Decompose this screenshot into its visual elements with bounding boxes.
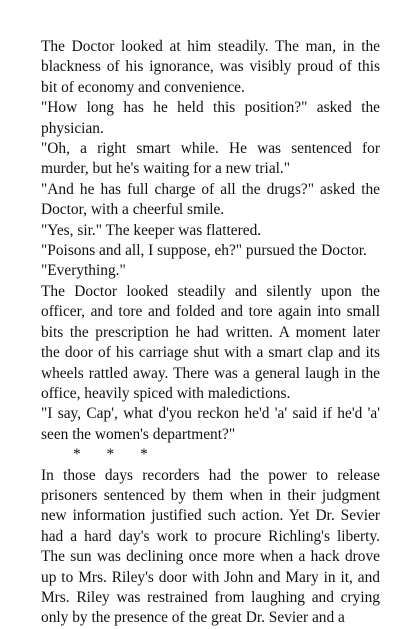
paragraph-full-charge: "And he has full charge of all the drugs?" asked the Doctor, with a cheerful smile.	[41, 180, 380, 219]
paragraph-poisons: "Poisons and all, I suppose, eh?" pursued the Doctor.	[41, 242, 367, 260]
paragraph-how-long: "How long has he held this position?" asked the physician.	[41, 99, 380, 137]
paragraph-right-smart: "Oh, a right smart while. He was sentenced for murder, but he's waiting for a new trial."	[41, 140, 380, 178]
paragraph-recorders: In those days recorders had the power to release prisoners sentenced by them when in their judgment new information justified such action. Yet Dr. Sevier had a hard day's work to procure Richling's liberty. The sun was declining once more when a hack drove up to Mrs. Riley's door with John and Mary in it, and Mrs. Riley was restrained from laughing and crying only by the presence of the great Dr. Sevier and a	[41, 466, 380, 627]
paragraph-doctor-looked: The Doctor looked at him steadily. The man, in the blackness of his ignorance, was visibly proud of this bit of economy and convenience.	[41, 38, 380, 96]
paragraph-tore-prescription: The Doctor looked steadily and silently upon the officer, and tore and folded and tore again into small bits the prescription he had written. A moment later the door of his carriage shut with a smart clap and its wheels rattled away. There was a general laugh in the office, heavily spiced with maledictions.	[41, 282, 380, 402]
section-separator: * * *	[73, 446, 148, 464]
paragraph-yes-sir: "Yes, sir." The keeper was flattered.	[41, 221, 262, 239]
paragraph-everything: "Everything."	[41, 262, 126, 280]
page-text	[41, 37, 380, 629]
paragraph-womens-department: "I say, Cap', what d'you reckon he'd 'a' said if he'd 'a' seen the women's department?"	[41, 405, 380, 443]
